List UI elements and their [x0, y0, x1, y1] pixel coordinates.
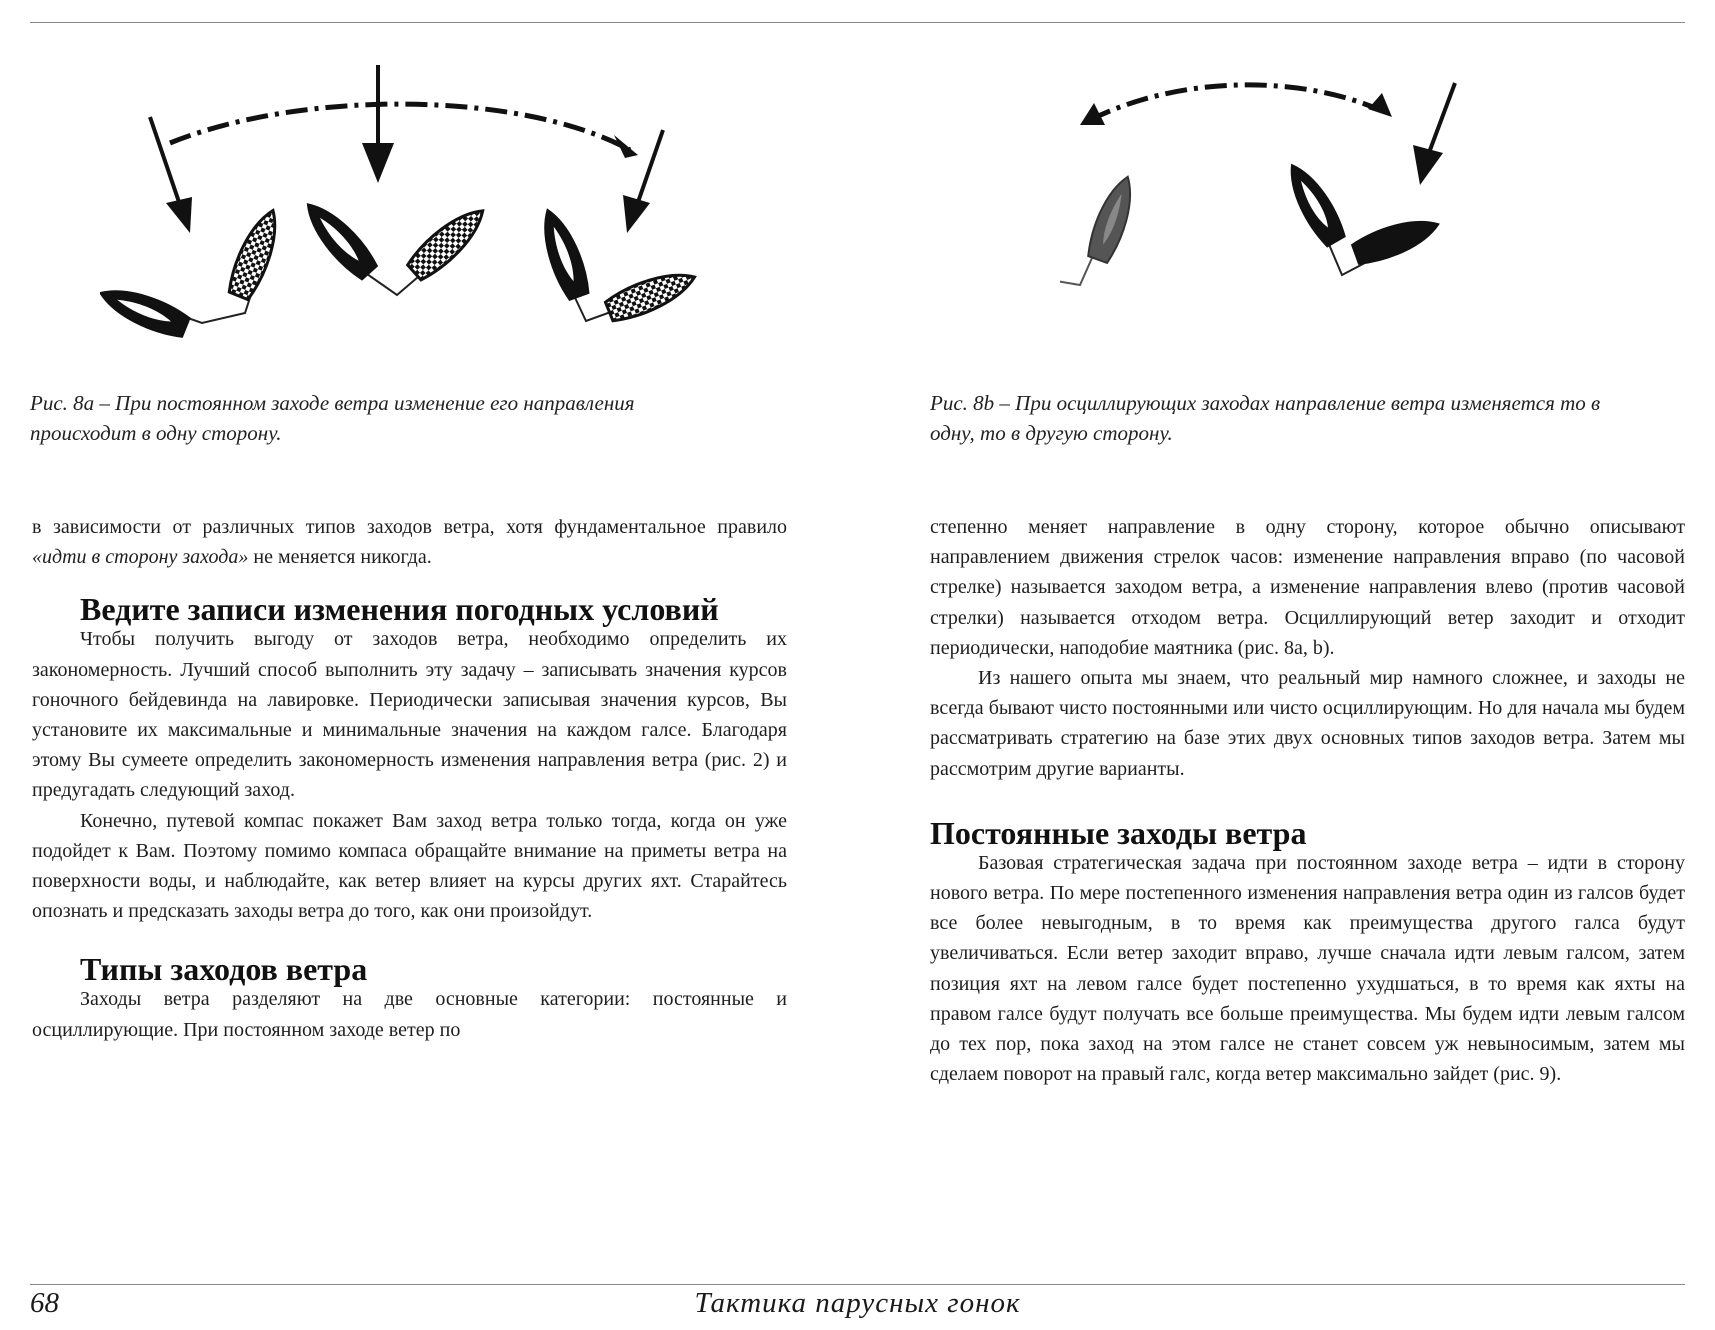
figure-8b	[1060, 55, 1620, 315]
arc-arrowhead	[614, 135, 638, 158]
section-heading: Постоянные заходы ветра	[930, 814, 1307, 851]
wind-shift-arc	[170, 104, 630, 150]
figure-8a	[100, 55, 800, 375]
boat-pair-3	[534, 205, 700, 325]
figure-8b-caption: Рис. 8b – При осциллирующих заходах направление ветра изменяется то в одну, то в другую сторону.	[930, 391, 1601, 445]
figure-8a-caption: Рис. 8a – При постоянном заходе ветра изменение его направления происходит в одну сторону.	[30, 391, 635, 445]
paragraph: Чтобы получить выгоду от заходов ветра, необходимо определить их закономерность. Лучший способ выполнить эту задачу – записывать значения курсов гоночного бейдевинда на лавировке. Периодически записывая значения курсов, Вы установите их максимальные и минимальные значения на каждом галсе. Благодаря этому Вы сумеете определить закономерность изменения направления ветра (рис. 2) и предугадать следующий заход.	[32, 628, 787, 802]
paragraph: в зависимости от различных типов заходов ветра, хотя фундаментальное правило «идти в сторону захода» не меняется никогда.	[32, 516, 787, 569]
arc-arrowhead-right	[1368, 93, 1392, 117]
boat-pair-1	[100, 205, 286, 341]
paragraph: степенно меняет направление в одну сторону, которое обычно описывают направлением движения стрелок часов: изменение направления вправо (по часовой стрелке) называется заходом ветра, а изменение направления влево (против часовой стрелки) называется отходом ветра. Осциллирующий ветер заходит и отходит периодически, наподобие маятника (рис. 8a, b).	[930, 516, 1685, 659]
paragraph: Заходы ветра разделяют на две основные категории: постоянные и осциллирующие. При постоянном заходе ветер по	[32, 988, 787, 1041]
left-column	[32, 512, 787, 1045]
boat-pair-left	[1060, 172, 1141, 302]
bottom-rule	[30, 1284, 1685, 1285]
paragraph: Из нашего опыта мы знаем, что реальный мир намного сложнее, и заходы не всегда бывают чисто постоянными или чисто осциллирующим. Но для начала мы будем рассматривать стратегию на базе этих двух основных типов заходов ветра. Затем мы рассмотрим другие варианты.	[930, 667, 1685, 780]
oscillation-arc	[1090, 85, 1380, 120]
section-heading: Ведите записи изменения погодных условий	[80, 591, 719, 628]
section-heading: Типы заходов ветра	[80, 951, 368, 988]
page-number: 68	[30, 1287, 59, 1319]
paragraph: Базовая стратегическая задача при постоянном заходе ветра – идти в сторону нового ветра. По мере постепенного изменения направления ветра один из галсов будет все более невыгодным, в то время как преимущества другого галса будут увеличиваться. Если ветер заходит вправо, лучше сначала идти левым галсом, затем позиция яхт на левом галсе будет постепенно ухудшаться, в то время как яхты на правом галсе будут получать все больше преимущества. Мы будем идти левым галсом до тех пор, пока заход на этом галсе не станет совсем уж невыносимым, затем мы сделаем поворот на правый галс, когда ветер максимально зайдет (рис. 9).	[930, 851, 1685, 1086]
wind-arrow-center	[362, 65, 394, 183]
wind-arrow-right	[623, 130, 663, 233]
wind-arrow-right	[1413, 83, 1455, 185]
boat-pair-2	[297, 195, 492, 295]
right-column	[930, 512, 1685, 1089]
paragraph: Конечно, путевой компас покажет Вам заход ветра только тогда, когда он уже подойдет к Вам. Поэтому помимо компаса обращайте внимание на приметы ветра на поверхности воды, и наблюдайте, как ветер влияет на курсы других яхт. Старайтесь опознать и предсказать заходы ветра до того, как они произойдут.	[32, 809, 787, 923]
running-title: Тактика парусных гонок	[694, 1287, 1021, 1319]
top-rule	[30, 22, 1685, 23]
emphasis: «идти в сторону захода»	[32, 546, 249, 569]
